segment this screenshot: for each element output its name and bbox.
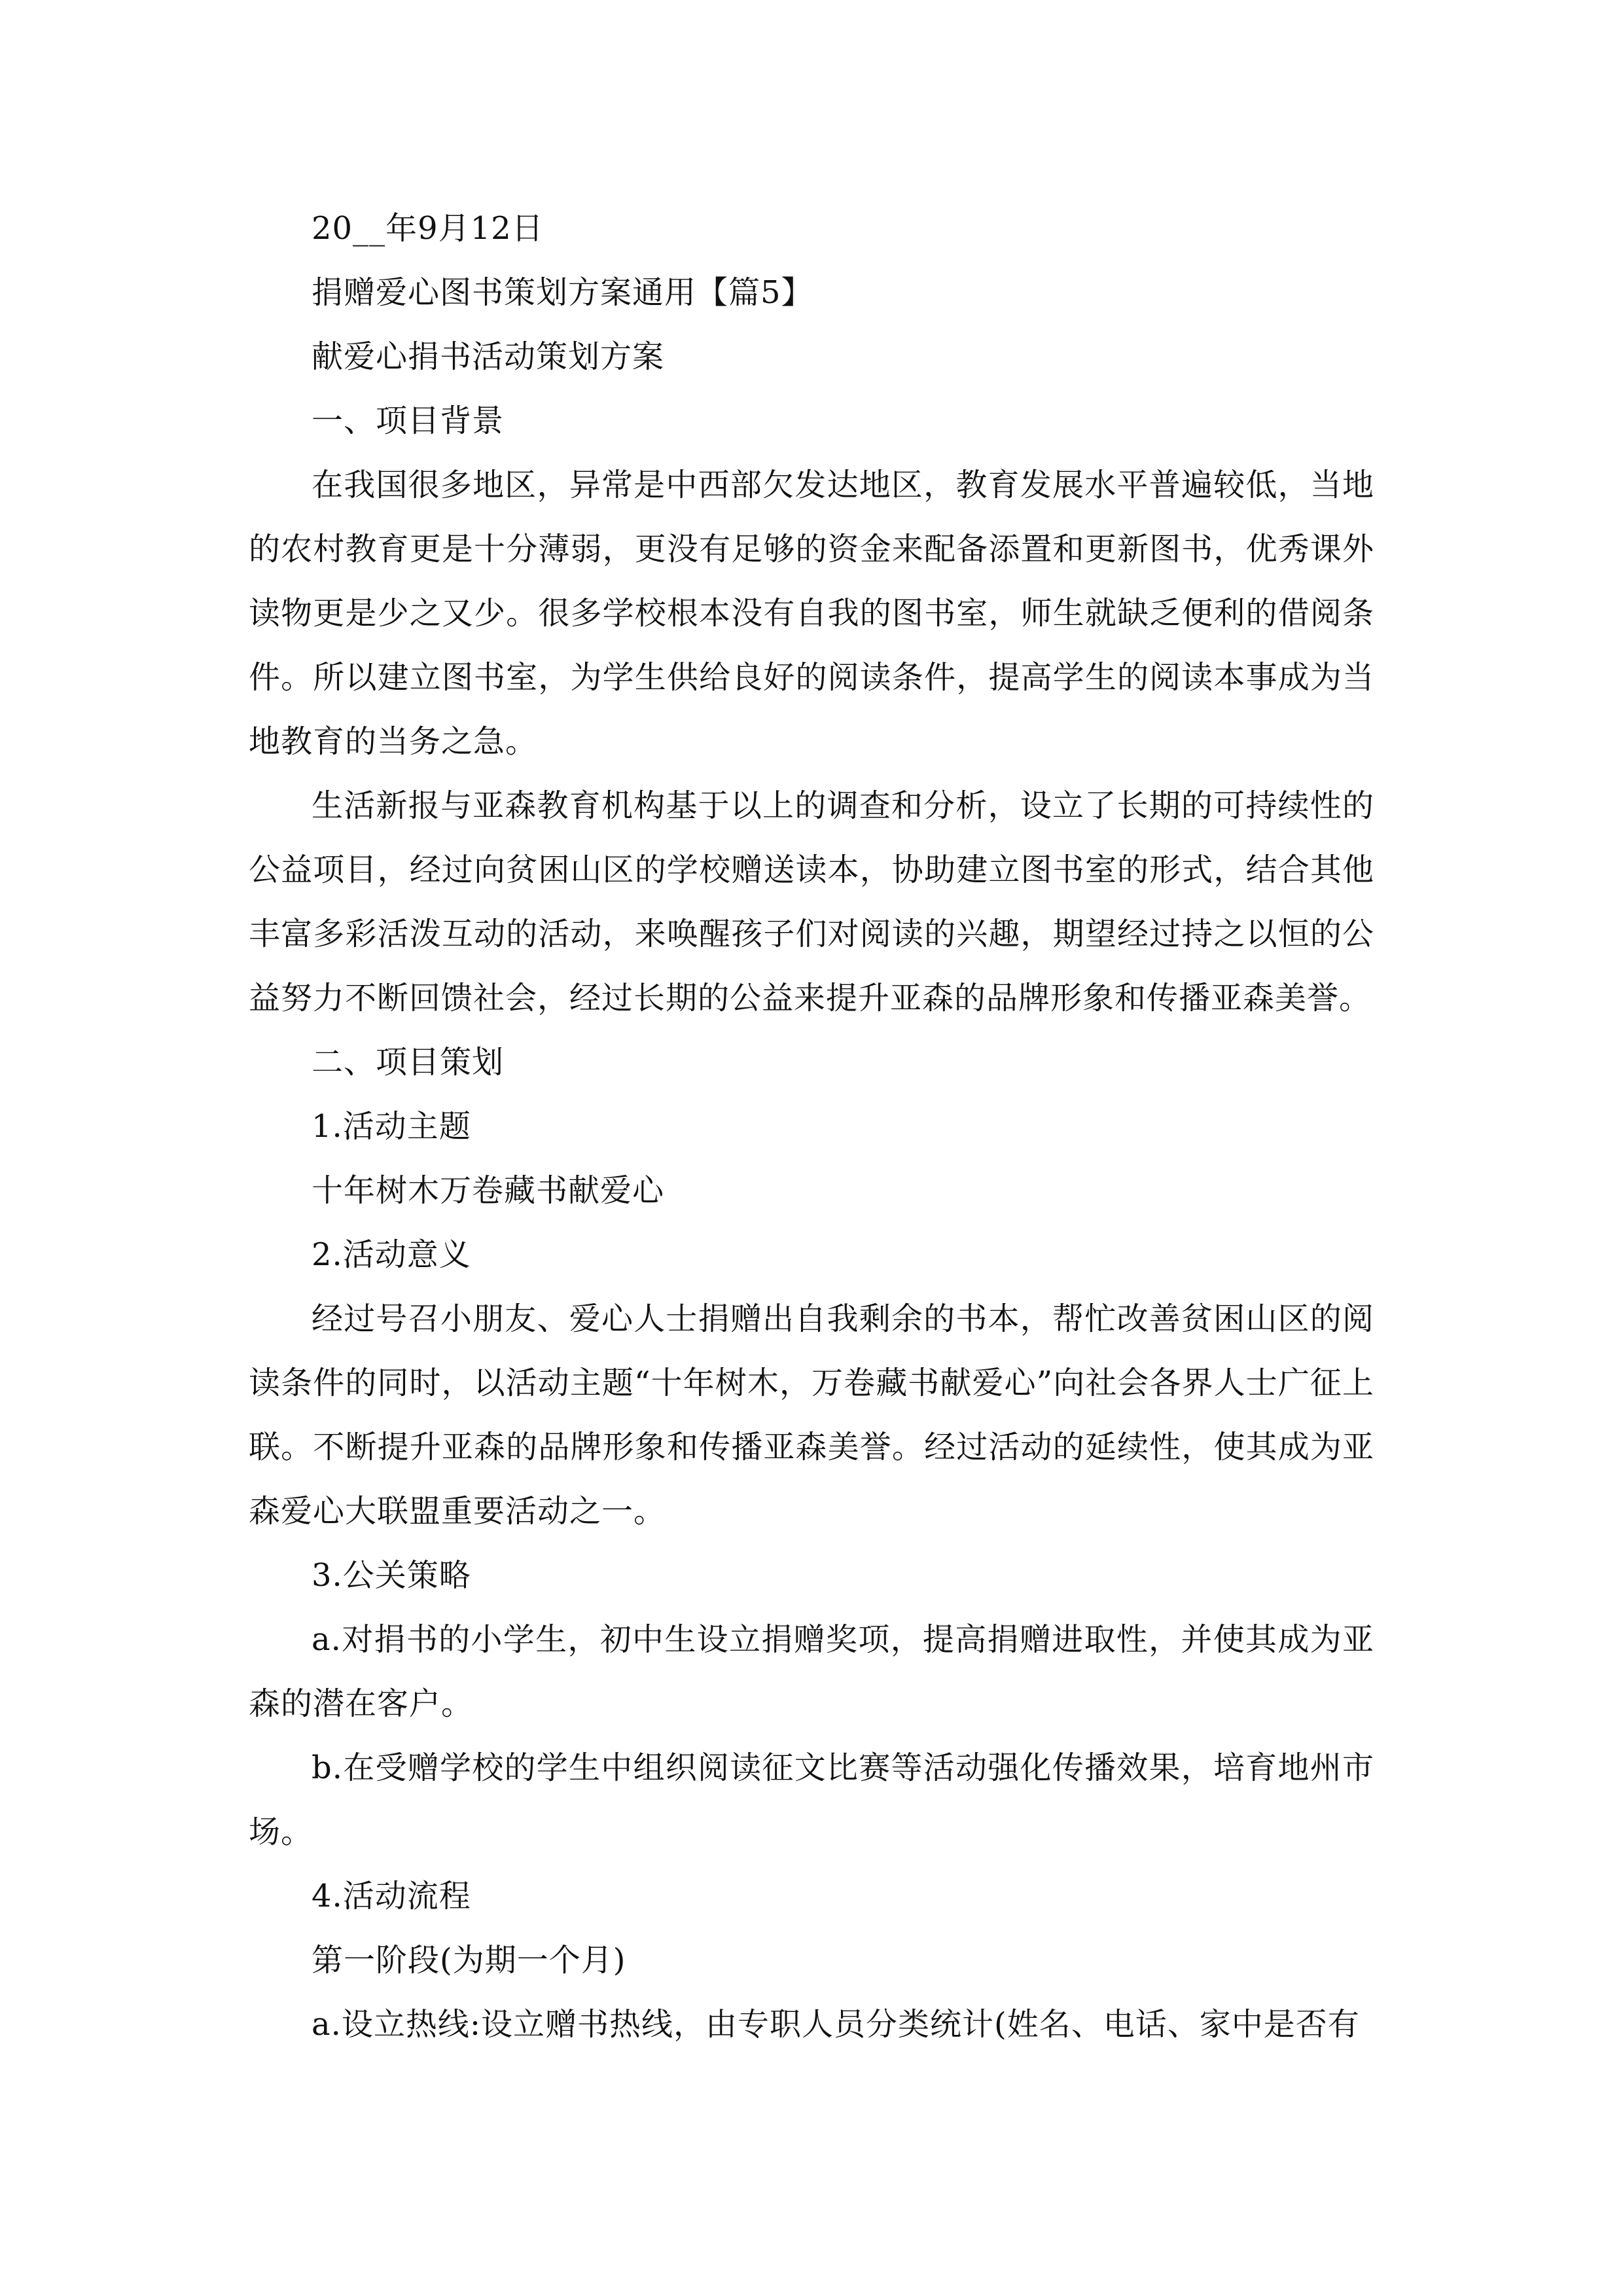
heading-project-background: 一、项目背景 bbox=[312, 403, 505, 439]
paragraph-stage-one-a: a.设立热线:设立赠书热线，由专职人员分类统计(姓名、电话、家中是否有 bbox=[312, 2006, 1360, 2043]
paragraph-background-1: 在我国很多地区，异常是中西部欠发达地区，教育发展水平普遍较低，当地的农村教育更是十分薄弱，更没有足够的资金来配备添置和更新图书，优秀课外读物更是少之又少。很多学校根本没有自我的图书室，师生就缺乏便利的借阅条件。所以建立图书室，为学生供给良好的阅读条件，提高学生的阅读本事成为当地教育的当务之急。 bbox=[249, 467, 1374, 760]
document-date: 20__年9月12日 bbox=[312, 210, 544, 247]
heading-activity-flow: 4.活动流程 bbox=[312, 1878, 471, 1914]
heading-activity-theme: 1.活动主题 bbox=[312, 1108, 471, 1145]
heading-project-planning: 二、项目策划 bbox=[312, 1044, 505, 1081]
heading-pr-strategy: 3.公关策略 bbox=[312, 1557, 471, 1594]
paragraph-activity-meaning: 经过号召小朋友、爱心人士捐赠出自我剩余的书本，帮忙改善贫困山区的阅读条件的同时，以活动主题“十年树木，万卷藏书献爱心”向社会各界人士广征上联。不断提升亚森的品牌形象和传播亚森美誉。经过活动的延续性，使其成为亚森爱心大联盟重要活动之一。 bbox=[249, 1300, 1374, 1530]
document-title: 献爱心捐书活动策划方案 bbox=[312, 338, 665, 375]
activity-theme-text: 十年树木万卷藏书献爱心 bbox=[312, 1172, 665, 1209]
paragraph-background-2: 生活新报与亚森教育机构基于以上的调查和分析，设立了长期的可持续性的公益项目，经过向贫困山区的学校赠送读本，协助建立图书室的形式，结合其他丰富多彩活泼互动的活动，来唤醒孩子们对阅读的兴趣，期望经过持之以恒的公益努力不断回馈社会，经过长期的公益来提升亚森的品牌形象和传播亚森美誉。 bbox=[249, 787, 1374, 1016]
paragraph-pr-a: a.对捐书的小学生，初中生设立捐赠奖项，提高捐赠进取性，并使其成为亚森的潜在客户。 bbox=[249, 1621, 1374, 1722]
heading-activity-meaning: 2.活动意义 bbox=[312, 1236, 471, 1273]
stage-one-title: 第一阶段(为期一个月) bbox=[312, 1942, 626, 1979]
section-title: 捐赠爱心图书策划方案通用【篇5】 bbox=[312, 274, 813, 311]
document-page bbox=[249, 196, 1374, 2160]
paragraph-pr-b: b.在受赠学校的学生中组织阅读征文比赛等活动强化传播效果，培育地州市场。 bbox=[249, 1749, 1374, 1850]
